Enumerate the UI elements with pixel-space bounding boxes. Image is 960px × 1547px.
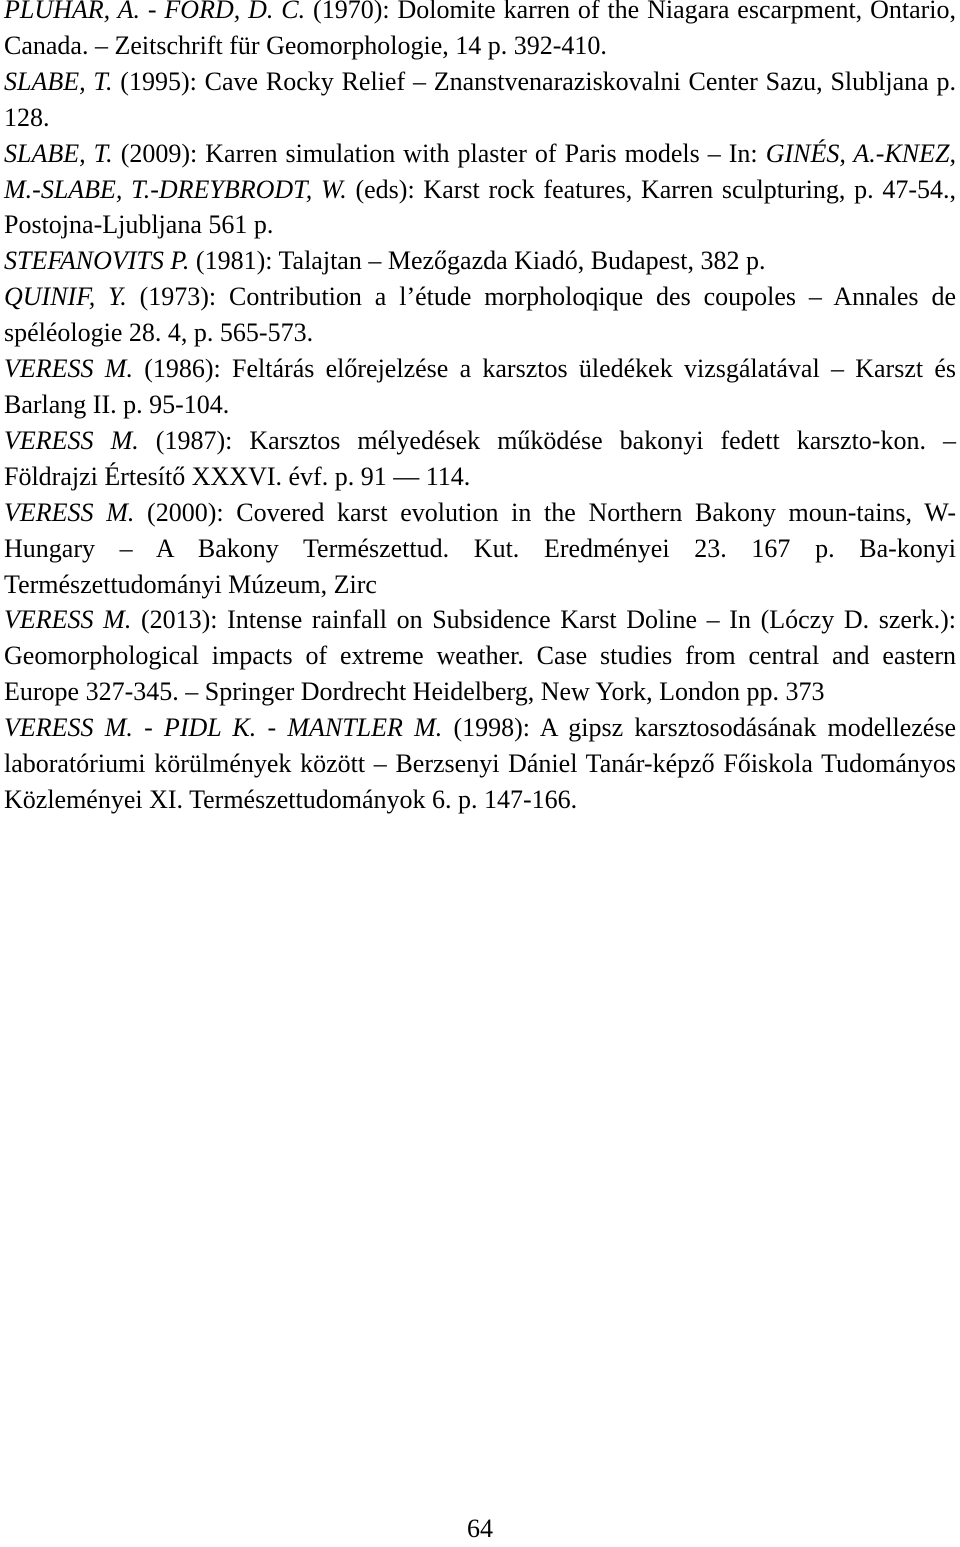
reference-entry	[4, 423, 956, 495]
reference-entry	[4, 64, 956, 136]
reference-text: (1973): Contribution a l’étude morpholoqique des coupoles – Annales de spéléologie 28. 4, p. 565-573.	[4, 282, 956, 348]
reference-text: (1986): Feltárás előrejelzése a karsztos üledékek vizsgálatával – Karszt és Barlang II. p. 95-104.	[4, 354, 957, 419]
reference-text: (2013): Intense rainfall on Subsidence Karst Doline – In (Lóczy D. szerk.): Geomorphological impacts of extreme weather. Case studies from central and eastern Europe 327-345. – Springer Dordrecht Heidelberg, New York, London pp. 373	[4, 605, 956, 707]
reference-authors: VERESS M.	[4, 425, 139, 455]
reference-text: (1998): A gipsz karsztosodásának modellezése laboratóriumi körülmények között – Berzsenyi Dániel Tanár-képző Főiskola Tudományos Közleményei XI. Természettudományok 6. p. 147-166.	[4, 713, 957, 814]
reference-entry	[4, 243, 956, 279]
reference-authors: STEFANOVITS P.	[4, 246, 190, 276]
reference-text: (1970): Dolomite karren of the Niagara escarpment, Ontario, Canada. – Zeitschrift für Geomorphologie, 14 p. 392-410.	[4, 0, 956, 60]
reference-authors: SLABE, T.	[4, 138, 113, 168]
page-number: 64	[467, 1514, 493, 1543]
reference-entry	[4, 0, 956, 64]
reference-authors: SLABE, T.	[4, 66, 113, 96]
reference-authors: VERESS M.	[4, 354, 133, 384]
reference-authors: QUINIF, Y.	[4, 282, 127, 312]
reference-entry	[4, 279, 956, 351]
reference-authors: VERESS M. - PIDL K. - MANTLER M.	[4, 713, 443, 743]
reference-text: (1987): Karsztos mélyedések működése bakonyi fedett karszto-kon. – Földrajzi Értesítő XXXVI. évf. p. 91 — 114.	[4, 425, 957, 491]
reference-text: (2009): Karren simulation with plaster of Paris models – In:	[112, 138, 766, 168]
reference-entry	[4, 495, 956, 603]
reference-authors: VERESS M.	[4, 497, 135, 527]
reference-text: (1995): Cave Rocky Relief – Znanstvenaraziskovalni Center Sazu, Slubljana p. 128.	[4, 66, 957, 132]
reference-authors: PLUHAR, A. - FORD, D. C.	[4, 0, 306, 24]
reference-entry	[4, 602, 956, 710]
reference-entry	[4, 710, 956, 818]
reference-editors: GINÉS, A.-KNEZ, M.-SLABE, T.-DREYBRODT, W.	[4, 138, 956, 204]
reference-text-cont: (eds): Karst rock features, Karren sculpturing, p. 47-54., Postojna-Ljubljana 561 p.	[4, 174, 957, 240]
reference-text: (2000): Covered karst evolution in the Northern Bakony moun-tains, W-Hungary – A Bakony Természettud. Kut. Eredményei 23. 167 p. Ba-konyi Természettudományi Múzeum, Zirc	[4, 497, 957, 599]
reference-entry	[4, 136, 956, 244]
reference-authors: VERESS M.	[4, 605, 132, 635]
reference-list	[4, 0, 956, 818]
reference-text: (1981): Talajtan – Mezőgazda Kiadó, Budapest, 382 p.	[189, 246, 766, 276]
reference-entry	[4, 351, 956, 423]
